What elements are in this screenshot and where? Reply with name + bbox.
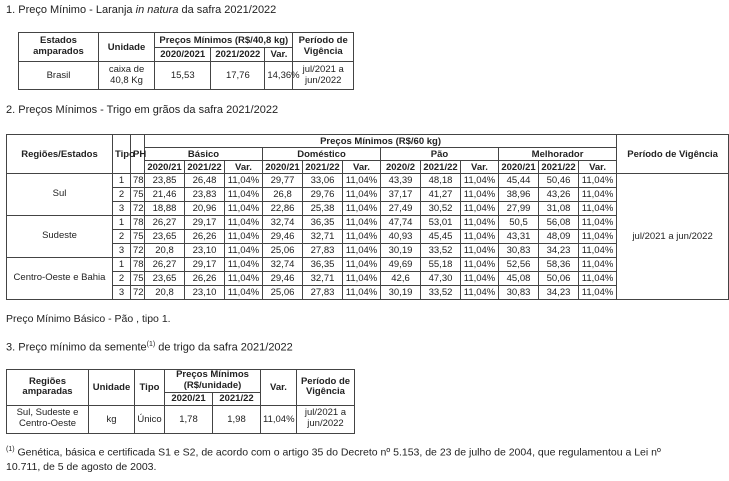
cell-price2: 1,98 (213, 405, 261, 433)
table-cell: 38,96 (499, 188, 539, 202)
cell-var: 11,04% (261, 405, 297, 433)
table-cell: 11,04% (343, 174, 381, 188)
seed-price-table (6, 369, 355, 434)
table-cell: 26,8 (263, 188, 303, 202)
table-cell: 33,52 (421, 286, 461, 300)
cell-price2: 17,76 (211, 62, 265, 90)
col-estados: Estados amparados (19, 33, 99, 62)
table-cell: 11,04% (579, 216, 617, 230)
col-year2: 2021/22 (213, 392, 261, 405)
col-var: Var. (461, 161, 499, 174)
table-cell: 1 (113, 258, 131, 272)
col-year1: 2020/21 (145, 161, 185, 174)
cell-region: Centro-Oeste e Bahia (7, 258, 113, 300)
col-precos: Preços Mínimos (R$/60 kg) (145, 135, 617, 148)
table-cell: 23,65 (145, 272, 185, 286)
table-cell: 11,04% (225, 272, 263, 286)
table-cell: 11,04% (461, 216, 499, 230)
table-cell: 32,71 (303, 230, 343, 244)
table-cell: 37,17 (381, 188, 421, 202)
col-year2: 2021/22 (303, 161, 343, 174)
table-cell: 78 (131, 216, 145, 230)
table-cell: 20,8 (145, 244, 185, 258)
table-cell: 27,83 (303, 286, 343, 300)
table-cell: 29,46 (263, 230, 303, 244)
col-domestico: Doméstico (263, 148, 381, 161)
col-year1: 2020/21 (165, 392, 213, 405)
table-cell: 27,83 (303, 244, 343, 258)
table-cell: 50,46 (539, 174, 579, 188)
col-tipo: Tipo (113, 135, 131, 174)
table-cell: 11,04% (579, 188, 617, 202)
table-cell: 34,23 (539, 286, 579, 300)
section3-heading: 3. Preço mínimo da semente$^{(1)}$ de trigo da safra 2021/2022 (6, 341, 293, 354)
table-cell: 32,74 (263, 216, 303, 230)
table-cell: 23,65 (145, 230, 185, 244)
table-cell: 11,04% (579, 230, 617, 244)
table-cell: 11,04% (225, 202, 263, 216)
cell-price1: 1,78 (165, 405, 213, 433)
table-cell: 11,04% (225, 230, 263, 244)
table-cell: 25,06 (263, 286, 303, 300)
wheat-note: Preço Mínimo Básico - Pão , tipo 1. (6, 313, 171, 325)
col-basico: Básico (145, 148, 263, 161)
col-year1: 2020/21 (263, 161, 303, 174)
table-cell: 32,71 (303, 272, 343, 286)
table-cell: 23,10 (185, 286, 225, 300)
table-cell: 29,17 (185, 216, 225, 230)
table-cell: 26,26 (185, 230, 225, 244)
table-cell: 72 (131, 286, 145, 300)
col-periodo: Período de Vigência (293, 33, 354, 62)
table-cell: 48,18 (421, 174, 461, 188)
col-tipo: Tipo (135, 370, 165, 406)
table-cell: 29,46 (263, 272, 303, 286)
cell-periodo: jul/2021 a jun/2022 (297, 405, 355, 433)
col-var: Var. (225, 161, 263, 174)
table-cell: 3 (113, 286, 131, 300)
col-year2: 2021/22 (539, 161, 579, 174)
table-cell: 11,04% (461, 286, 499, 300)
table-cell: 11,04% (343, 286, 381, 300)
table-cell: 11,04% (225, 286, 263, 300)
cell-var: 14,36% (265, 62, 293, 90)
col-periodo: Período de Vigência (297, 370, 355, 406)
col-year1: 2020/2 (381, 161, 421, 174)
table-cell: 36,35 (303, 216, 343, 230)
table-cell: 11,04% (461, 272, 499, 286)
section2-heading: 2. Preços Mínimos - Trigo em grãos da safra 2021/2022 (6, 104, 279, 116)
table-cell: 1 (113, 216, 131, 230)
table-cell: 25,38 (303, 202, 343, 216)
table-cell: 43,31 (499, 230, 539, 244)
table-cell: 30,83 (499, 286, 539, 300)
table-cell: 33,52 (421, 244, 461, 258)
table-cell: 11,04% (225, 174, 263, 188)
cell-periodo: jul/2021 a jun/2022 (293, 62, 354, 90)
col-periodo: Período de Vigência (617, 135, 729, 174)
table-cell: 11,04% (461, 258, 499, 272)
table-cell: 21,46 (145, 188, 185, 202)
table-cell: 11,04% (343, 188, 381, 202)
col-unidade: Unidade (98, 33, 154, 62)
col-regioes: Regiões/Estados (7, 135, 113, 174)
table-cell: 56,08 (539, 216, 579, 230)
table-cell: 11,04% (343, 230, 381, 244)
table-cell: 30,19 (381, 244, 421, 258)
col-var: Var. (261, 370, 297, 406)
table-cell: 29,17 (185, 258, 225, 272)
table-cell: 31,08 (539, 202, 579, 216)
table-cell: 11,04% (579, 244, 617, 258)
table-cell: 50,06 (539, 272, 579, 286)
table-cell: 78 (131, 258, 145, 272)
table-cell: 43,26 (539, 188, 579, 202)
table-cell: 22,86 (263, 202, 303, 216)
table-cell: 53,01 (421, 216, 461, 230)
table-cell: 11,04% (225, 188, 263, 202)
table-cell: 26,27 (145, 216, 185, 230)
table-cell: 11,04% (225, 216, 263, 230)
footnote-line2: 10.711, de 5 de agosto de 2003. (6, 461, 157, 473)
col-year1: 2020/21 (499, 161, 539, 174)
table-cell: 29,77 (263, 174, 303, 188)
table-cell: 43,39 (381, 174, 421, 188)
footnote-line1: $^{(1)}$ Genética, básica e certificada S1 e S2, de acordo com o artigo 35 do Decreto nº 5.153, de 23 de julho de 2004, que regulamentou a Lei nº (6, 446, 661, 459)
table-cell: 11,04% (461, 188, 499, 202)
table-cell: 26,26 (185, 272, 225, 286)
section1-heading: 1. Preço Mínimo - Laranja in natura da safra 2021/2022 (6, 4, 277, 16)
table-cell: 20,96 (185, 202, 225, 216)
table-cell: 32,74 (263, 258, 303, 272)
table-cell: 23,83 (185, 188, 225, 202)
table-cell: 72 (131, 244, 145, 258)
table-cell: 55,18 (421, 258, 461, 272)
table-cell: 11,04% (343, 258, 381, 272)
table-cell: 26,27 (145, 258, 185, 272)
col-pao: Pão (381, 148, 499, 161)
table-cell: 45,08 (499, 272, 539, 286)
cell-price1: 15,53 (155, 62, 211, 90)
table-cell: 48,09 (539, 230, 579, 244)
table-cell: 78 (131, 174, 145, 188)
col-precos: Preços Mínimos (R$/unidade) (165, 370, 261, 393)
table-cell: 25,06 (263, 244, 303, 258)
cell-region: Sul (7, 174, 113, 216)
table-cell: 11,04% (343, 216, 381, 230)
table-cell: 23,85 (145, 174, 185, 188)
table-cell: 11,04% (579, 286, 617, 300)
table-cell: 50,5 (499, 216, 539, 230)
table-cell: 58,36 (539, 258, 579, 272)
col-year1: 2020/2021 (155, 48, 211, 62)
table-cell: 11,04% (579, 174, 617, 188)
cell-estado: Brasil (19, 62, 99, 90)
table-cell: 42,6 (381, 272, 421, 286)
cell-periodo: jul/2021 a jun/2022 (617, 174, 729, 300)
col-unidade: Unidade (89, 370, 135, 406)
table-cell: 11,04% (461, 174, 499, 188)
table-cell: 11,04% (225, 244, 263, 258)
table-cell: 72 (131, 202, 145, 216)
table-cell: 11,04% (343, 272, 381, 286)
table-cell: 75 (131, 188, 145, 202)
table-cell: 27,49 (381, 202, 421, 216)
table-cell: 11,04% (343, 202, 381, 216)
wheat-price-table (6, 134, 729, 300)
col-year2: 2021/22 (421, 161, 461, 174)
table-cell: 11,04% (461, 244, 499, 258)
table-cell: 75 (131, 272, 145, 286)
col-year2: 2021/22 (185, 161, 225, 174)
table-cell: 36,35 (303, 258, 343, 272)
col-regioes: Regiões amparadas (7, 370, 89, 406)
table-cell: 26,48 (185, 174, 225, 188)
table-cell: 30,83 (499, 244, 539, 258)
table-cell: 47,30 (421, 272, 461, 286)
table-cell: 2 (113, 188, 131, 202)
table-cell: 27,99 (499, 202, 539, 216)
table-cell: 45,44 (499, 174, 539, 188)
table-cell: 34,23 (539, 244, 579, 258)
table-cell: 41,27 (421, 188, 461, 202)
col-var: Var. (265, 48, 293, 62)
table-cell: 3 (113, 244, 131, 258)
table-cell: 40,93 (381, 230, 421, 244)
table-cell: 30,19 (381, 286, 421, 300)
col-var: Var. (579, 161, 617, 174)
table-cell: 11,04% (461, 230, 499, 244)
table-cell: 30,52 (421, 202, 461, 216)
orange-price-table (18, 32, 354, 90)
col-ph: PH (131, 135, 145, 174)
table-cell: 33,06 (303, 174, 343, 188)
table-cell: 11,04% (461, 202, 499, 216)
table-cell: 2 (113, 230, 131, 244)
cell-region: Sudeste (7, 216, 113, 258)
table-cell: 11,04% (579, 258, 617, 272)
table-cell: 75 (131, 230, 145, 244)
table-cell: 47,74 (381, 216, 421, 230)
table-cell: 18,88 (145, 202, 185, 216)
table-cell: 45,45 (421, 230, 461, 244)
cell-unidade: kg (89, 405, 135, 433)
table-cell: 1 (113, 174, 131, 188)
table-cell: 49,69 (381, 258, 421, 272)
col-precos: Preços Mínimos (R$/40,8 kg) (155, 33, 293, 48)
cell-unidade: caixa de 40,8 Kg (98, 62, 154, 90)
table-cell: 20,8 (145, 286, 185, 300)
table-cell: 2 (113, 272, 131, 286)
col-var: Var. (343, 161, 381, 174)
cell-tipo: Único (135, 405, 165, 433)
table-cell: 29,76 (303, 188, 343, 202)
col-melhorador: Melhorador (499, 148, 617, 161)
table-cell: 52,56 (499, 258, 539, 272)
table-cell: 11,04% (343, 244, 381, 258)
cell-regioes: Sul, Sudeste e Centro-Oeste (7, 405, 89, 433)
table-cell: 3 (113, 202, 131, 216)
table-cell: 11,04% (579, 272, 617, 286)
col-year2: 2021/2022 (211, 48, 265, 62)
table-cell: 23,10 (185, 244, 225, 258)
table-cell: 11,04% (225, 258, 263, 272)
table-cell: 11,04% (579, 202, 617, 216)
table-row (7, 174, 729, 188)
